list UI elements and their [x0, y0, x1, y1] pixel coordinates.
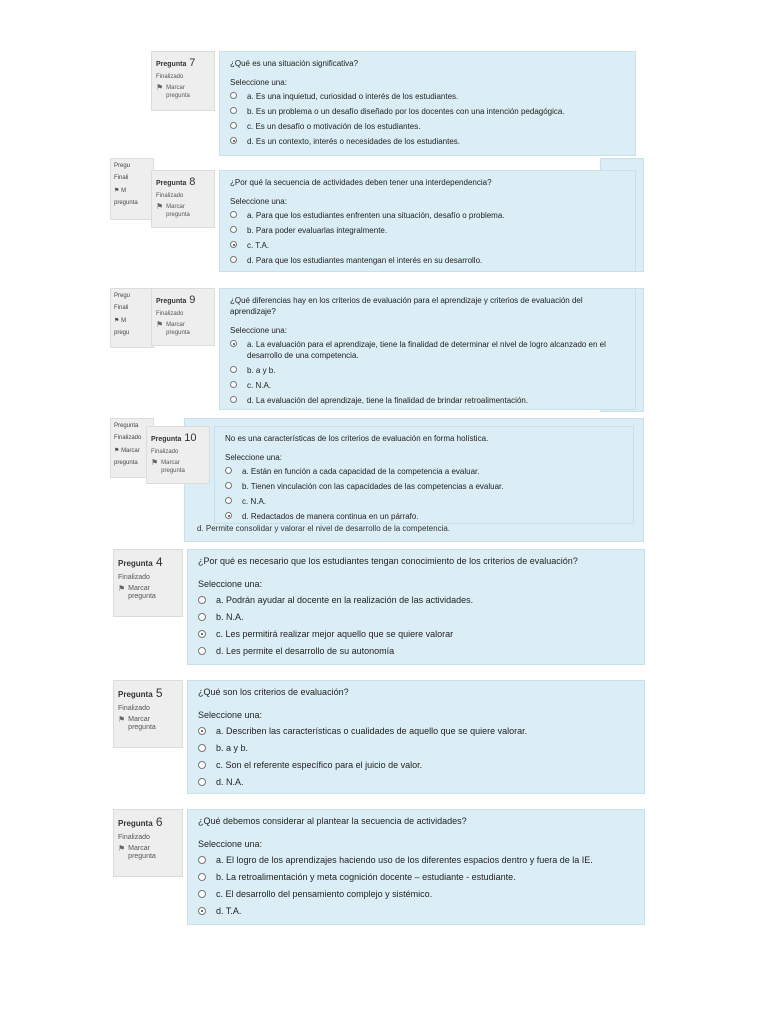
flag-icon: ⚑ — [118, 844, 126, 853]
answer-label: b. Es un problema o un desafío diseñado por los docentes con una intención pedagógica. — [247, 107, 565, 116]
flag-label: pregunta — [128, 853, 156, 860]
radio-button-selected[interactable] — [230, 340, 237, 347]
radio-button[interactable] — [225, 482, 232, 489]
answer-option[interactable] — [230, 91, 625, 102]
flag-question-link[interactable] — [118, 716, 178, 732]
answer-label: c. Les permitirá realizar mejor aquello que se quiere valorar — [216, 629, 454, 639]
answer-label: c. Son el referente específico para el juicio de valor. — [216, 760, 423, 770]
question-text: ¿Qué es una situación significativa? — [230, 59, 359, 68]
flag-question-link[interactable] — [156, 203, 210, 219]
flag-icon: ⚑ — [156, 320, 164, 329]
clipped-label: M — [121, 318, 127, 324]
hidden-option-text: d. Permite consolidar y valorar el nivel de desarrollo de la competencia. — [197, 524, 451, 533]
radio-button-selected[interactable] — [230, 241, 237, 248]
question-info — [113, 549, 183, 617]
flag-question-link[interactable] — [118, 585, 178, 601]
question-number — [156, 294, 210, 306]
answer-label: c. El desarrollo del pensamiento complejo y sistémico. — [216, 889, 433, 899]
flag-label: Marcar — [128, 716, 150, 723]
radio-button[interactable] — [230, 226, 237, 233]
flag-question-link[interactable] — [151, 459, 205, 475]
radio-button[interactable] — [230, 107, 237, 114]
flag-label: Marcar — [166, 204, 185, 210]
question-state: Finalizado — [156, 193, 184, 199]
answer-list — [198, 855, 634, 917]
answer-list — [230, 339, 625, 406]
clipped-flag — [114, 447, 150, 454]
answer-label: b. Para poder evaluarlas integralmente. — [247, 226, 388, 235]
answer-label: a. Es una inquietud, curiosidad o interés de los estudiantes. — [247, 92, 459, 101]
question-info — [146, 426, 210, 484]
answer-label: d. Redactados de manera continua en un párrafo. — [242, 512, 419, 521]
question-number — [118, 555, 178, 569]
radio-button[interactable] — [198, 778, 206, 786]
flag-icon: ⚑ — [114, 188, 120, 194]
clipped-flag — [114, 187, 150, 194]
flag-icon: ⚑ — [151, 458, 159, 467]
answer-prompt: Seleccione una: — [230, 78, 287, 87]
answer-label: b. a y b. — [216, 743, 249, 753]
answer-label: b. Tienen vinculación con las capacidades de las competencias a evaluar. — [242, 482, 504, 491]
question-number — [151, 432, 205, 444]
radio-button[interactable] — [225, 467, 232, 474]
flag-icon: ⚑ — [118, 715, 126, 724]
answer-prompt: Seleccione una: — [225, 453, 282, 462]
flag-question-link[interactable] — [118, 845, 178, 861]
question-number-value: 4 — [155, 555, 163, 569]
answer-prompt: Seleccione una: — [230, 197, 287, 206]
answer-label: d. T.A. — [216, 906, 242, 916]
question-state: Finalizado — [151, 449, 179, 455]
radio-button-selected[interactable] — [225, 512, 232, 519]
question-state: Finalizado — [156, 74, 184, 80]
flag-icon: ⚑ — [114, 448, 120, 454]
flag-label: Marcar — [128, 585, 150, 592]
radio-button[interactable] — [230, 396, 237, 403]
radio-button[interactable] — [198, 856, 206, 864]
question-state: Finalizado — [118, 574, 150, 581]
answer-option[interactable] — [230, 395, 625, 406]
radio-button[interactable] — [230, 122, 237, 129]
question-number-value: 7 — [189, 57, 196, 69]
radio-button-selected[interactable] — [230, 137, 237, 144]
answer-prompt: Seleccione una: — [198, 579, 263, 589]
answer-list — [198, 726, 634, 788]
answer-option[interactable] — [198, 760, 634, 771]
radio-button[interactable] — [198, 890, 206, 898]
flag-question-link[interactable] — [156, 84, 210, 100]
radio-button[interactable] — [198, 873, 206, 881]
question-prefix: Pregunta — [118, 559, 153, 568]
clipped-label: Marcar — [121, 448, 140, 454]
question-number — [156, 176, 210, 188]
answer-label: c. N.A. — [247, 381, 272, 390]
answer-label: d. Para que los estudiantes mantengan el interés en su desarrollo. — [247, 256, 483, 265]
clipped-label: pregunta — [114, 200, 138, 206]
question-content — [187, 549, 645, 665]
answer-option[interactable] — [225, 496, 623, 507]
radio-button[interactable] — [198, 761, 206, 769]
flag-icon: ⚑ — [114, 318, 120, 324]
radio-button-selected[interactable] — [198, 727, 206, 735]
answer-prompt: Seleccione una: — [230, 326, 287, 335]
flag-label: Marcar — [166, 85, 185, 91]
answer-label: a. Describen las características o cualidades de aquello que se quiere valorar. — [216, 726, 528, 736]
clipped-label: Pregu — [114, 293, 131, 299]
flag-label: pregunta — [166, 93, 190, 99]
question-number-value: 9 — [189, 294, 196, 306]
question-content — [187, 809, 645, 925]
flag-label: pregunta — [166, 330, 190, 336]
question-content — [219, 51, 636, 156]
clipped-flag — [114, 317, 150, 324]
answer-option[interactable] — [230, 380, 625, 391]
answer-option[interactable] — [198, 646, 634, 657]
question-content — [187, 680, 645, 794]
radio-button[interactable] — [198, 744, 206, 752]
question-text: ¿Por qué es necesario que los estudiantes tengan conocimiento de los criterios de evaluación? — [198, 556, 578, 566]
question-content — [214, 426, 634, 524]
radio-button[interactable] — [230, 256, 237, 263]
question-number — [118, 686, 178, 700]
answer-option[interactable] — [198, 629, 634, 640]
clipped-label: Pregunta — [114, 423, 139, 429]
answer-label: c. N.A. — [242, 497, 267, 506]
flag-icon: ⚑ — [118, 584, 126, 593]
flag-label: pregunta — [161, 468, 185, 474]
answer-option[interactable] — [230, 365, 625, 376]
flag-label: Marcar — [128, 845, 150, 852]
answer-option[interactable] — [198, 743, 634, 754]
answer-label: d. Les permite el desarrollo de su autonomía — [216, 646, 395, 656]
radio-button[interactable] — [230, 211, 237, 218]
flag-label: Marcar — [161, 460, 180, 466]
radio-button[interactable] — [198, 647, 206, 655]
clipped-label: Pregu — [114, 163, 131, 169]
answer-label: a. Están en función a cada capacidad de la competencia a evaluar. — [242, 467, 480, 476]
flag-label: Marcar — [166, 322, 185, 328]
answer-option[interactable] — [198, 889, 634, 900]
question-number — [156, 57, 210, 69]
question-prefix: Pregunta — [151, 436, 182, 443]
answer-list — [230, 210, 625, 266]
question-prefix: Pregunta — [118, 819, 153, 828]
answer-label: a. Podrán ayudar al docente en la realización de las actividades. — [216, 595, 474, 605]
answer-list — [230, 91, 625, 147]
radio-button[interactable] — [198, 596, 206, 604]
question-prefix: Pregunta — [156, 61, 187, 68]
clipped-label: M — [121, 188, 127, 194]
answer-option[interactable] — [198, 855, 634, 866]
answer-label: c. Es un desafío o motivación de los estudiantes. — [247, 122, 421, 131]
answer-option[interactable] — [230, 240, 625, 251]
answer-option[interactable] — [225, 511, 623, 522]
flag-question-link[interactable] — [156, 321, 210, 337]
answer-option[interactable] — [198, 612, 634, 623]
answer-option[interactable] — [230, 210, 625, 221]
answer-label: b. N.A. — [216, 612, 244, 622]
answer-option[interactable] — [198, 777, 634, 788]
answer-option[interactable] — [230, 136, 625, 147]
clipped-label: pregu — [114, 330, 130, 336]
question-text: ¿Qué diferencias hay en los criterios de evaluación para el aprendizaje y criterios de evaluación del aprendizaje? — [230, 296, 583, 316]
answer-list — [198, 595, 634, 657]
answer-option[interactable] — [225, 481, 623, 492]
radio-button[interactable] — [230, 92, 237, 99]
question-number-value: 5 — [155, 686, 163, 700]
answer-option[interactable] — [230, 255, 625, 266]
question-content — [219, 170, 636, 272]
answer-option[interactable] — [230, 121, 625, 132]
answer-label: d. N.A. — [216, 777, 244, 787]
answer-option[interactable] — [198, 726, 634, 737]
question-number-value: 6 — [155, 815, 163, 829]
radio-button[interactable] — [230, 381, 237, 388]
answer-option[interactable] — [230, 225, 625, 236]
question-info — [113, 680, 183, 748]
question-info — [151, 170, 215, 228]
radio-button[interactable] — [198, 613, 206, 621]
clipped-question-info-9 — [110, 288, 154, 348]
clipped-question-info-8 — [110, 158, 154, 220]
clipped-label: Finali — [114, 175, 129, 181]
question-content — [219, 288, 636, 410]
question-prefix: Pregunta — [156, 180, 187, 187]
answer-option[interactable] — [198, 906, 634, 917]
flag-label: pregunta — [128, 593, 156, 600]
clipped-label: pregunta — [114, 460, 138, 466]
question-state: Finalizado — [118, 834, 150, 841]
answer-label: a. Para que los estudiantes enfrenten una situación, desafío o problema. — [247, 211, 505, 220]
answer-label: d. Es un contexto, interés o necesidades de los estudiantes. — [247, 137, 461, 146]
question-state: Finalizado — [156, 311, 184, 317]
question-number-value: 10 — [184, 432, 197, 444]
answer-option[interactable] — [198, 872, 634, 883]
flag-icon: ⚑ — [156, 83, 164, 92]
question-text: ¿Qué son los criterios de evaluación? — [198, 687, 349, 697]
answer-label: b. La retroalimentación y meta cognición docente – estudiante - estudiante. — [216, 872, 516, 882]
radio-button[interactable] — [225, 497, 232, 504]
answer-list — [225, 466, 623, 522]
answer-label: b. a y b. — [247, 366, 276, 375]
flag-label: pregunta — [166, 212, 190, 218]
question-number-value: 8 — [189, 176, 196, 188]
clipped-label: Finalizado — [114, 435, 142, 441]
question-prefix: Pregunta — [156, 298, 187, 305]
clipped-label: Finali — [114, 305, 129, 311]
answer-option[interactable] — [230, 106, 625, 117]
answer-prompt: Seleccione una: — [198, 710, 263, 720]
answer-option[interactable] — [225, 466, 623, 477]
question-text: ¿Qué debemos considerar al plantear la secuencia de actividades? — [198, 816, 467, 826]
radio-button-selected[interactable] — [198, 630, 206, 638]
answer-prompt: Seleccione una: — [198, 839, 263, 849]
question-info — [113, 809, 183, 877]
question-prefix: Pregunta — [118, 690, 153, 699]
question-state: Finalizado — [118, 705, 150, 712]
question-info — [151, 51, 215, 111]
answer-label: d. La evaluación del aprendizaje, tiene la finalidad de brindar retroalimentación. — [247, 396, 529, 405]
answer-option[interactable] — [198, 595, 634, 606]
question-text: ¿Por qué la secuencia de actividades deben tener una interdependencia? — [230, 178, 492, 187]
radio-button-selected[interactable] — [198, 907, 206, 915]
flag-label: pregunta — [128, 724, 156, 731]
answer-label: c. T.A. — [247, 241, 270, 250]
answer-label: a. La evaluación para el aprendizaje, tiene la finalidad de determinar el nivel de logro alcanzado en el desarrollo de una competencia. — [247, 340, 606, 360]
question-info — [151, 288, 215, 346]
question-number — [118, 815, 178, 829]
answer-option[interactable] — [230, 339, 625, 361]
question-text: No es una características de los criterios de evaluación en forma holística. — [225, 434, 489, 443]
flag-icon: ⚑ — [156, 202, 164, 211]
answer-label: a. El logro de los aprendizajes haciendo uso de los diferentes espacios dentro y fuera de la IE. — [216, 855, 593, 865]
radio-button[interactable] — [230, 366, 237, 373]
